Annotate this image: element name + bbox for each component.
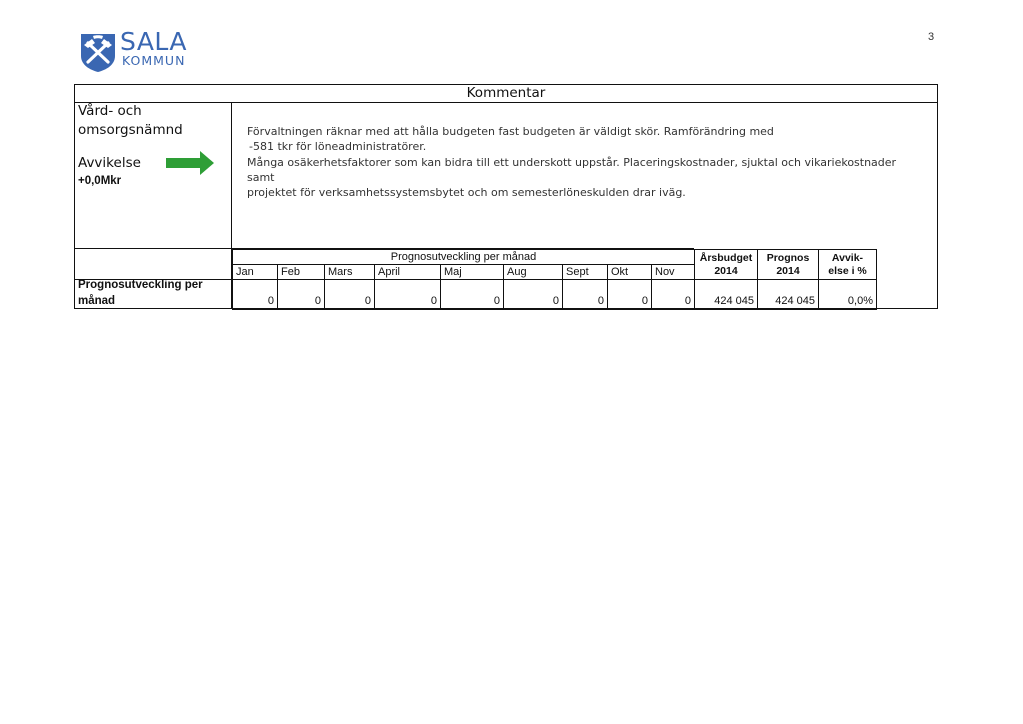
comment-line: projektet för verksamhetssystemsbytet och om semesterlöneskulden drar iväg. — [247, 186, 686, 200]
comment-heading: Kommentar — [74, 84, 938, 103]
month-value: 0 — [278, 280, 325, 310]
month-value: 0 — [652, 280, 695, 310]
deviation-value: +0,0Mkr — [78, 175, 122, 187]
logo-wordmark: SALA — [120, 27, 188, 56]
summary-header-line: Årsbudget — [699, 251, 753, 264]
month-header: Maj — [441, 265, 504, 280]
forecast-value: 424 045 — [758, 280, 819, 310]
month-header: April — [375, 265, 441, 280]
summary-header-line: 2014 — [714, 264, 738, 277]
summary-header — [695, 250, 758, 280]
month-value: 0 — [375, 280, 441, 310]
month-header: Sept — [563, 265, 608, 280]
table-row — [233, 280, 877, 310]
comment-line: -581 tkr för löneadministratörer. — [249, 140, 427, 154]
annual-budget-value: 424 045 — [695, 280, 758, 310]
month-header: Aug — [504, 265, 563, 280]
comment-line: Förvaltningen räknar med att hålla budgeten fast budgeten är väldigt skör. Ramförändring med — [247, 125, 774, 138]
forecast-table — [232, 249, 877, 310]
month-value: 0 — [325, 280, 375, 310]
month-value: 0 — [504, 280, 563, 310]
sala-kommun-logo — [79, 27, 199, 73]
forecast-row-label: Prognosutveckling per månad — [78, 279, 203, 307]
summary-header-line: else i % — [828, 264, 867, 277]
month-header: Feb — [278, 265, 325, 280]
right-arrow-icon — [166, 151, 214, 175]
summary-header — [819, 250, 877, 280]
summary-header-line: Avvik- — [831, 251, 864, 264]
summary-header-line: 2014 — [776, 264, 800, 277]
month-value: 0 — [441, 280, 504, 310]
month-header: Jan — [233, 265, 278, 280]
comment-line: Många osäkerhetsfaktorer som kan bidra till ett underskott uppstår. Placeringskostnader, sjuktal och vikariekostnader samt — [247, 155, 897, 184]
month-header: Okt — [608, 265, 652, 280]
unit-name: Vård- och omsorgsnämnd — [78, 103, 183, 138]
comment-text — [247, 124, 927, 200]
summary-header-line: Prognos — [766, 251, 810, 264]
summary-header — [758, 250, 819, 280]
forecast-group-title: Prognosutveckling per månad — [233, 250, 695, 265]
page-number: 3 — [928, 31, 935, 43]
logo-subtitle: KOMMUN — [122, 53, 186, 68]
deviation-percent-value: 0,0% — [819, 280, 877, 310]
month-header: Nov — [652, 265, 695, 280]
table-group-header-row — [233, 250, 877, 265]
sala-coat-of-arms-icon — [79, 32, 117, 72]
month-value: 0 — [563, 280, 608, 310]
month-value: 0 — [233, 280, 278, 310]
deviation-label: Avvikelse — [78, 155, 141, 171]
month-value: 0 — [608, 280, 652, 310]
month-header: Mars — [325, 265, 375, 280]
